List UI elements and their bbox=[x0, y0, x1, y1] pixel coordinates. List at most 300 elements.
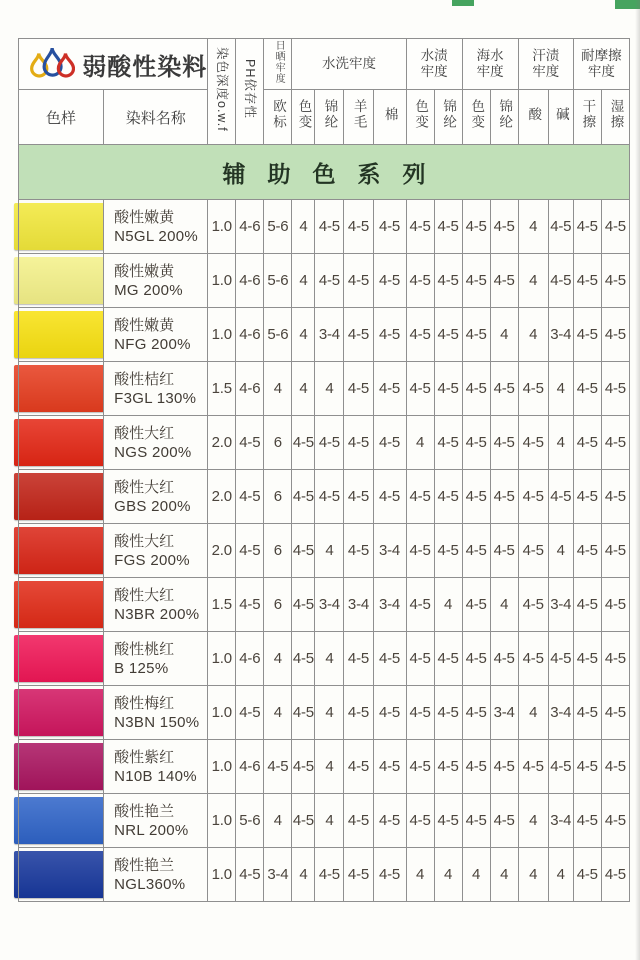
dye-name-cn: 酸性大红 bbox=[114, 478, 175, 496]
rating-cell: 4-5 bbox=[573, 578, 601, 632]
col-header-ph: PH依存性 bbox=[236, 39, 264, 145]
rating-cell: 4-5 bbox=[236, 686, 264, 740]
col-header-name: 染料名称 bbox=[104, 90, 208, 145]
rating-cell: 4-5 bbox=[573, 740, 601, 794]
rating-cell: 4-5 bbox=[406, 254, 434, 308]
rating-cell: 4 bbox=[518, 200, 548, 254]
dye-name-cn: 酸性大红 bbox=[114, 424, 175, 442]
dye-name-cell bbox=[104, 794, 208, 848]
dye-row bbox=[19, 362, 630, 416]
color-swatch bbox=[14, 581, 105, 628]
rating-cell: 4-5 bbox=[406, 200, 434, 254]
color-swatch bbox=[14, 311, 105, 358]
sub-header-wash-wool: 羊毛 bbox=[344, 90, 373, 145]
rating-cell: 3-4 bbox=[373, 524, 406, 578]
col-header-depth: 染色深度o.w.f bbox=[208, 39, 236, 145]
dye-row bbox=[19, 686, 630, 740]
rating-cell: 4 bbox=[518, 794, 548, 848]
rating-cell: 4 bbox=[264, 794, 292, 848]
brand-title: 弱酸性染料 bbox=[82, 53, 208, 81]
rating-cell: 4-5 bbox=[490, 470, 518, 524]
rating-cell: 4-5 bbox=[518, 524, 548, 578]
rating-cell: 4 bbox=[434, 578, 462, 632]
dye-name-cell bbox=[104, 362, 208, 416]
dye-name-cell bbox=[104, 470, 208, 524]
rating-cell: 4-5 bbox=[264, 740, 292, 794]
rating-cell: 4-5 bbox=[462, 308, 490, 362]
rating-cell: 4-5 bbox=[573, 416, 601, 470]
color-swatch-cell bbox=[19, 254, 104, 308]
rating-cell: 4-5 bbox=[518, 470, 548, 524]
rating-cell: 4-5 bbox=[601, 200, 629, 254]
rating-cell: 3-4 bbox=[490, 686, 518, 740]
color-swatch-cell bbox=[19, 362, 104, 416]
dye-name-cell bbox=[104, 740, 208, 794]
rating-cell: 4 bbox=[518, 308, 548, 362]
rating-cell: 4-5 bbox=[573, 200, 601, 254]
rating-cell: 4-5 bbox=[573, 254, 601, 308]
rating-cell: 1.0 bbox=[208, 308, 236, 362]
sub-header-dry-rub: 干擦 bbox=[573, 90, 601, 145]
rating-cell: 4-6 bbox=[236, 200, 264, 254]
rating-cell: 4-5 bbox=[490, 416, 518, 470]
rating-cell: 4-5 bbox=[406, 524, 434, 578]
rating-cell: 4-5 bbox=[518, 362, 548, 416]
rating-cell: 4-5 bbox=[490, 524, 518, 578]
rating-cell: 4 bbox=[264, 632, 292, 686]
dye-name-cn: 酸性艳兰 bbox=[114, 856, 175, 874]
color-swatch bbox=[14, 851, 105, 898]
rating-cell: 4-5 bbox=[490, 362, 518, 416]
dye-name-cell bbox=[104, 416, 208, 470]
rating-cell: 4 bbox=[406, 416, 434, 470]
rating-cell: 4 bbox=[462, 848, 490, 902]
dye-code: MG 200% bbox=[114, 281, 183, 299]
dye-code: GBS 200% bbox=[114, 497, 191, 515]
rating-cell: 4-6 bbox=[236, 740, 264, 794]
color-swatch-cell bbox=[19, 740, 104, 794]
group-header-rubbing: 耐摩擦 牢度 bbox=[573, 39, 629, 90]
rating-cell: 4-5 bbox=[373, 632, 406, 686]
rating-cell: 4-5 bbox=[315, 848, 344, 902]
rating-cell: 4-5 bbox=[406, 308, 434, 362]
dye-code: B 125% bbox=[114, 659, 169, 677]
sub-header-waterstain-shade: 色变 bbox=[406, 90, 434, 145]
dye-row bbox=[19, 254, 630, 308]
rating-cell: 4-5 bbox=[344, 308, 373, 362]
rating-cell: 1.5 bbox=[208, 362, 236, 416]
rating-cell: 4 bbox=[518, 254, 548, 308]
rating-cell: 3-4 bbox=[548, 578, 573, 632]
color-swatch-cell bbox=[19, 794, 104, 848]
dye-row bbox=[19, 848, 630, 902]
color-swatch-cell bbox=[19, 632, 104, 686]
rating-cell: 4-5 bbox=[601, 470, 629, 524]
page-edge-shadow bbox=[635, 0, 640, 960]
dye-name-cell bbox=[104, 848, 208, 902]
dye-row bbox=[19, 740, 630, 794]
rating-cell: 4-5 bbox=[315, 254, 344, 308]
color-swatch-cell bbox=[19, 416, 104, 470]
rating-cell: 4-5 bbox=[573, 470, 601, 524]
dye-name-cell bbox=[104, 524, 208, 578]
rating-cell: 6 bbox=[264, 578, 292, 632]
group-header-perspiration: 汗渍 牢度 bbox=[518, 39, 573, 90]
rating-cell: 4-5 bbox=[434, 632, 462, 686]
rating-cell: 4-5 bbox=[601, 794, 629, 848]
rating-cell: 4-5 bbox=[292, 632, 315, 686]
rating-cell: 4-5 bbox=[292, 416, 315, 470]
rating-cell: 4-5 bbox=[292, 686, 315, 740]
brand-header bbox=[19, 39, 208, 90]
rating-cell: 2.0 bbox=[208, 416, 236, 470]
rating-cell: 6 bbox=[264, 470, 292, 524]
rating-cell: 4-5 bbox=[490, 200, 518, 254]
rating-cell: 4-5 bbox=[601, 308, 629, 362]
color-swatch bbox=[14, 203, 105, 250]
rating-cell: 4-5 bbox=[601, 254, 629, 308]
rating-cell: 4-5 bbox=[462, 794, 490, 848]
rating-cell: 4-5 bbox=[548, 632, 573, 686]
rating-cell: 4-5 bbox=[434, 308, 462, 362]
color-swatch-cell bbox=[19, 578, 104, 632]
rating-cell: 6 bbox=[264, 524, 292, 578]
rating-cell: 4-5 bbox=[548, 740, 573, 794]
color-swatch bbox=[14, 257, 105, 304]
rating-cell: 4-5 bbox=[462, 362, 490, 416]
sub-header-wash-shade: 色变 bbox=[292, 90, 315, 145]
rating-cell: 4-5 bbox=[548, 254, 573, 308]
rating-cell: 4 bbox=[406, 848, 434, 902]
rating-cell: 2.0 bbox=[208, 524, 236, 578]
rating-cell: 4-5 bbox=[601, 632, 629, 686]
rating-cell: 4-5 bbox=[434, 524, 462, 578]
dye-code: NFG 200% bbox=[114, 335, 191, 353]
series-banner: 辅助色系列 bbox=[19, 145, 630, 200]
rating-cell: 4-5 bbox=[548, 470, 573, 524]
rating-cell: 4-5 bbox=[373, 308, 406, 362]
rating-cell: 4 bbox=[292, 254, 315, 308]
color-swatch-cell bbox=[19, 848, 104, 902]
dye-row bbox=[19, 632, 630, 686]
rating-cell: 4-5 bbox=[573, 524, 601, 578]
rating-cell: 4-5 bbox=[573, 794, 601, 848]
dye-name-cell bbox=[104, 254, 208, 308]
rating-cell: 4-5 bbox=[434, 362, 462, 416]
color-swatch bbox=[14, 635, 105, 682]
rating-cell: 4-5 bbox=[434, 470, 462, 524]
rating-cell: 4-5 bbox=[344, 848, 373, 902]
group-header-seawater: 海水 牢度 bbox=[462, 39, 518, 90]
rating-cell: 4-5 bbox=[601, 740, 629, 794]
rating-cell: 4-5 bbox=[573, 848, 601, 902]
rating-cell: 4 bbox=[315, 632, 344, 686]
rating-cell: 4-5 bbox=[344, 470, 373, 524]
rating-cell: 4 bbox=[292, 362, 315, 416]
dye-code: N3BR 200% bbox=[114, 605, 200, 623]
rating-cell: 4-5 bbox=[344, 794, 373, 848]
rating-cell: 4-5 bbox=[573, 308, 601, 362]
rating-cell: 4-5 bbox=[490, 632, 518, 686]
rating-cell: 4-5 bbox=[434, 416, 462, 470]
rating-cell: 4-5 bbox=[406, 686, 434, 740]
rating-cell: 4-5 bbox=[573, 632, 601, 686]
dye-name-cell bbox=[104, 200, 208, 254]
color-swatch-cell bbox=[19, 524, 104, 578]
col-header-sample: 色样 bbox=[19, 90, 104, 145]
rating-cell: 4-5 bbox=[462, 632, 490, 686]
rating-cell: 4-5 bbox=[373, 362, 406, 416]
sub-header-acid: 酸 bbox=[518, 90, 548, 145]
group-header-waterstain: 水渍 牢度 bbox=[406, 39, 462, 90]
dye-code: N3BN 150% bbox=[114, 713, 200, 731]
rating-cell: 3-4 bbox=[373, 578, 406, 632]
dye-name-cn: 酸性桔红 bbox=[114, 370, 175, 388]
rating-cell: 4 bbox=[315, 362, 344, 416]
rating-cell: 4-5 bbox=[373, 848, 406, 902]
rating-cell: 4-5 bbox=[462, 686, 490, 740]
rating-cell: 4-5 bbox=[344, 416, 373, 470]
rating-cell: 4-5 bbox=[434, 794, 462, 848]
rating-cell: 4-5 bbox=[518, 740, 548, 794]
rating-cell: 3-4 bbox=[264, 848, 292, 902]
col-header-sunlight: 日晒牢度 bbox=[264, 39, 292, 90]
rating-cell: 4 bbox=[292, 200, 315, 254]
rating-cell: 4-5 bbox=[490, 254, 518, 308]
dye-code: N10B 140% bbox=[114, 767, 197, 785]
scan-artifact-green bbox=[452, 0, 474, 6]
color-swatch bbox=[14, 689, 105, 736]
dye-code: FGS 200% bbox=[114, 551, 190, 569]
dye-name-cn: 酸性大红 bbox=[114, 532, 175, 550]
rating-cell: 3-4 bbox=[344, 578, 373, 632]
dye-row bbox=[19, 578, 630, 632]
rating-cell: 4-5 bbox=[315, 416, 344, 470]
rating-cell: 4-5 bbox=[462, 200, 490, 254]
color-swatch bbox=[14, 365, 105, 412]
rating-cell: 1.0 bbox=[208, 200, 236, 254]
rating-cell: 4-5 bbox=[406, 794, 434, 848]
rating-cell: 4 bbox=[548, 416, 573, 470]
dye-row bbox=[19, 308, 630, 362]
rating-cell: 4-5 bbox=[462, 524, 490, 578]
dye-code: NGS 200% bbox=[114, 443, 192, 461]
sub-header-seawater-shade: 色变 bbox=[462, 90, 490, 145]
rating-cell: 4 bbox=[548, 362, 573, 416]
rating-cell: 4-5 bbox=[344, 686, 373, 740]
color-swatch bbox=[14, 527, 105, 574]
rating-cell: 4 bbox=[548, 848, 573, 902]
rating-cell: 4 bbox=[315, 794, 344, 848]
rating-cell: 1.0 bbox=[208, 632, 236, 686]
dye-name-cn: 酸性梅红 bbox=[114, 694, 175, 712]
dye-code: N5GL 200% bbox=[114, 227, 198, 245]
dye-code: F3GL 130% bbox=[114, 389, 197, 407]
rating-cell: 4-5 bbox=[406, 740, 434, 794]
rating-cell: 4-5 bbox=[573, 362, 601, 416]
rating-cell: 4 bbox=[548, 524, 573, 578]
rating-cell: 2.0 bbox=[208, 470, 236, 524]
rating-cell: 4-5 bbox=[344, 200, 373, 254]
rating-cell: 3-4 bbox=[315, 308, 344, 362]
rating-cell: 4-5 bbox=[236, 524, 264, 578]
rating-cell: 4-5 bbox=[373, 794, 406, 848]
rating-cell: 4-5 bbox=[292, 578, 315, 632]
dye-name-cn: 酸性艳兰 bbox=[114, 802, 175, 820]
rating-cell: 4-5 bbox=[406, 470, 434, 524]
rating-cell: 4-5 bbox=[434, 740, 462, 794]
rating-cell: 4-5 bbox=[490, 794, 518, 848]
rating-cell: 4-5 bbox=[490, 740, 518, 794]
group-header-wash: 水洗牢度 bbox=[292, 39, 406, 90]
rating-cell: 4-5 bbox=[344, 254, 373, 308]
color-swatch-cell bbox=[19, 470, 104, 524]
rating-cell: 4-5 bbox=[462, 578, 490, 632]
rating-cell: 4-5 bbox=[434, 686, 462, 740]
color-swatch bbox=[14, 473, 105, 520]
rating-cell: 4 bbox=[490, 848, 518, 902]
rating-cell: 1.0 bbox=[208, 848, 236, 902]
sub-header-alkali: 碱 bbox=[548, 90, 573, 145]
color-swatch bbox=[14, 797, 105, 844]
color-swatch bbox=[14, 743, 105, 790]
rating-cell: 4-5 bbox=[344, 362, 373, 416]
rating-cell: 4-5 bbox=[434, 200, 462, 254]
rating-cell: 4-5 bbox=[236, 848, 264, 902]
rating-cell: 4 bbox=[264, 686, 292, 740]
rating-cell: 4-5 bbox=[373, 200, 406, 254]
rating-cell: 4-5 bbox=[518, 416, 548, 470]
dye-name-cn: 酸性紫红 bbox=[114, 748, 175, 766]
rating-cell: 4-5 bbox=[292, 470, 315, 524]
rating-cell: 3-4 bbox=[315, 578, 344, 632]
rating-cell: 4-5 bbox=[292, 524, 315, 578]
rating-cell: 3-4 bbox=[548, 686, 573, 740]
rating-cell: 4 bbox=[315, 524, 344, 578]
rating-cell: 4-6 bbox=[236, 362, 264, 416]
rating-cell: 1.0 bbox=[208, 686, 236, 740]
dye-name-cell bbox=[104, 632, 208, 686]
dye-row bbox=[19, 794, 630, 848]
dye-name-cell bbox=[104, 578, 208, 632]
dye-fastness-table bbox=[18, 38, 630, 902]
rating-cell: 4-5 bbox=[601, 416, 629, 470]
rating-cell: 5-6 bbox=[264, 200, 292, 254]
rating-cell: 4 bbox=[292, 308, 315, 362]
brand-logo-icon bbox=[29, 44, 75, 84]
rating-cell: 4 bbox=[292, 848, 315, 902]
dye-code: NRL 200% bbox=[114, 821, 189, 839]
rating-cell: 6 bbox=[264, 416, 292, 470]
rating-cell: 4 bbox=[490, 578, 518, 632]
rating-cell: 4-5 bbox=[373, 740, 406, 794]
rating-cell: 4-5 bbox=[373, 416, 406, 470]
rating-cell: 5-6 bbox=[264, 308, 292, 362]
rating-cell: 4-5 bbox=[292, 794, 315, 848]
rating-cell: 4-5 bbox=[462, 416, 490, 470]
dye-name-cn: 酸性嫩黄 bbox=[114, 316, 175, 334]
rating-cell: 4-5 bbox=[518, 632, 548, 686]
dye-name-cn: 酸性嫩黄 bbox=[114, 262, 175, 280]
rating-cell: 3-4 bbox=[548, 308, 573, 362]
sub-header-wash-cotton: 棉 bbox=[373, 90, 406, 145]
dye-name-cell bbox=[104, 686, 208, 740]
rating-cell: 1.5 bbox=[208, 578, 236, 632]
col-header-euro-standard: 欧标 bbox=[264, 90, 292, 145]
rating-cell: 4 bbox=[264, 362, 292, 416]
rating-cell: 4-5 bbox=[406, 362, 434, 416]
rating-cell: 4-5 bbox=[518, 578, 548, 632]
rating-cell: 4-5 bbox=[315, 200, 344, 254]
rating-cell: 4-5 bbox=[373, 254, 406, 308]
rating-cell: 4 bbox=[315, 740, 344, 794]
color-swatch-cell bbox=[19, 686, 104, 740]
dye-row bbox=[19, 200, 630, 254]
rating-cell: 4 bbox=[518, 686, 548, 740]
dye-row bbox=[19, 470, 630, 524]
rating-cell: 4-5 bbox=[462, 254, 490, 308]
color-swatch bbox=[14, 419, 105, 466]
color-swatch-cell bbox=[19, 200, 104, 254]
rating-cell: 4-5 bbox=[434, 254, 462, 308]
rating-cell: 4-5 bbox=[406, 578, 434, 632]
rating-cell: 4 bbox=[434, 848, 462, 902]
rating-cell: 4-6 bbox=[236, 308, 264, 362]
rating-cell: 4-5 bbox=[236, 470, 264, 524]
rating-cell: 4-6 bbox=[236, 632, 264, 686]
dye-row bbox=[19, 524, 630, 578]
rating-cell: 4-5 bbox=[601, 686, 629, 740]
dye-name-cell bbox=[104, 308, 208, 362]
rating-cell: 1.0 bbox=[208, 740, 236, 794]
rating-cell: 4-5 bbox=[236, 416, 264, 470]
rating-cell: 4-5 bbox=[315, 470, 344, 524]
dye-name-cn: 酸性嫩黄 bbox=[114, 208, 175, 226]
rating-cell: 4 bbox=[490, 308, 518, 362]
rating-cell: 1.0 bbox=[208, 794, 236, 848]
rating-cell: 4-5 bbox=[601, 362, 629, 416]
dye-row bbox=[19, 416, 630, 470]
rating-cell: 4-5 bbox=[406, 632, 434, 686]
rating-cell: 4-5 bbox=[344, 632, 373, 686]
dye-name-cn: 酸性大红 bbox=[114, 586, 175, 604]
rating-cell: 4-5 bbox=[373, 470, 406, 524]
rating-cell: 4-5 bbox=[462, 470, 490, 524]
rating-cell: 5-6 bbox=[264, 254, 292, 308]
sub-header-wash-nylon: 锦纶 bbox=[315, 90, 344, 145]
rating-cell: 4-5 bbox=[292, 740, 315, 794]
sub-header-waterstain-nylon: 锦纶 bbox=[434, 90, 462, 145]
rating-cell: 4-5 bbox=[601, 578, 629, 632]
rating-cell: 4-6 bbox=[236, 254, 264, 308]
rating-cell: 4 bbox=[518, 848, 548, 902]
rating-cell: 1.0 bbox=[208, 254, 236, 308]
dye-name-cn: 酸性桃红 bbox=[114, 640, 175, 658]
rating-cell: 4-5 bbox=[548, 200, 573, 254]
rating-cell: 4-5 bbox=[344, 524, 373, 578]
sub-header-seawater-nylon: 锦纶 bbox=[490, 90, 518, 145]
rating-cell: 4-5 bbox=[373, 686, 406, 740]
rating-cell: 4-5 bbox=[573, 686, 601, 740]
rating-cell: 5-6 bbox=[236, 794, 264, 848]
rating-cell: 4-5 bbox=[236, 578, 264, 632]
dye-code: NGL360% bbox=[114, 875, 186, 893]
rating-cell: 4-5 bbox=[601, 524, 629, 578]
drop-red-icon bbox=[58, 53, 73, 76]
rating-cell: 4-5 bbox=[462, 740, 490, 794]
rating-cell: 4 bbox=[315, 686, 344, 740]
color-swatch-cell bbox=[19, 308, 104, 362]
